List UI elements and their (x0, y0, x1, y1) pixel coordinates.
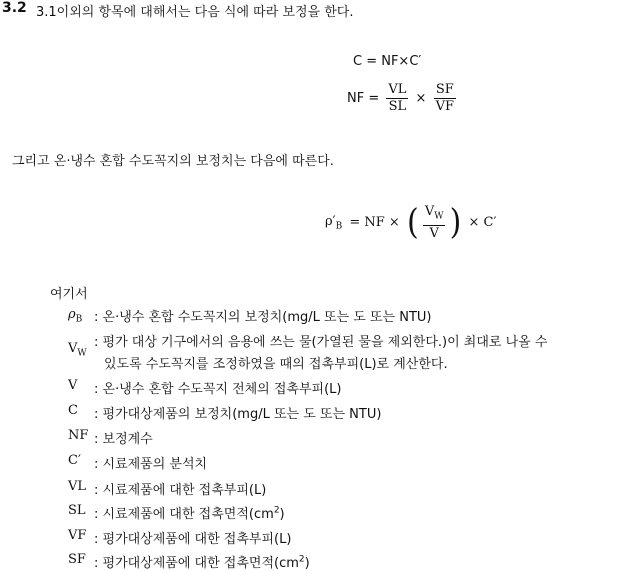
left-paren: ( (406, 202, 419, 243)
fraction-vl-sl (386, 82, 408, 115)
def-vw-text-line2: 있도록 수도꼭지를 조정하였을 때의 접촉부피(L)로 계산한다. (104, 357, 448, 372)
formula-rho-b (325, 204, 499, 242)
def-rho-b-text: : 온·냉수 혼합 수도꼭지의 보정치(mg/L 또는 도 또는 NTU) (94, 310, 432, 325)
fraction-vf: VF (435, 99, 455, 114)
nf-label: NF = (347, 91, 380, 106)
equals-nf: = NF × (349, 215, 400, 231)
def-sf-symbol: SF (68, 552, 86, 567)
formula-c-equals: C = NF×C′ (353, 54, 422, 69)
section-number: 3.2 (2, 0, 27, 16)
right-paren: ) (449, 202, 462, 243)
def-v-symbol: V (68, 378, 78, 393)
def-vw-text-line1: : 평가 대상 기구에서의 음용에 쓰는 물(가열된 물을 제외한다.)이 최대로 나올 수 (94, 335, 548, 350)
def-vw-symbol: $V_W$ (68, 341, 87, 359)
def-c-text: : 평가대상제품의 보정치(mg/L 또는 도 또는 NTU) (94, 407, 382, 422)
def-sl-text: : 시료제품에 대한 접촉면적$(cm^2)$ (94, 505, 285, 522)
def-vf-text: : 평가대상제품에 대한 접촉부피(L) (94, 532, 292, 547)
where-label: 여기서 (50, 287, 88, 302)
def-sf-text: : 평가대상제품에 대한 접촉면적$(cm^2)$ (94, 554, 310, 571)
body-paragraph: 그리고 온·냉수 혼합 수도꼭지의 보정치는 다음에 따른다. (12, 154, 334, 169)
def-nf-symbol: NF (68, 428, 89, 443)
def-c-symbol: C (68, 403, 78, 418)
fraction-sl: SL (388, 99, 407, 114)
def-nf-text: : 보정계수 (94, 432, 153, 447)
def-c-prime-symbol: C′ (68, 453, 81, 468)
rho-b-symbol: $\rho'_B$ (325, 214, 343, 232)
def-sl-symbol: SL (68, 503, 86, 518)
fraction-v: V (429, 225, 439, 241)
section-text: 3.1이외의 항목에 대해서는 다음 식에 따라 보정을 한다. (36, 5, 354, 20)
fraction-sf-vf (434, 82, 456, 115)
formula-nf (344, 82, 456, 118)
def-c-prime-text: : 시료제품의 분석치 (94, 457, 208, 472)
fraction-vw-v (423, 204, 446, 242)
def-v-text: : 온·냉수 혼합 수도꼭지 전체의 접촉부피(L) (94, 382, 342, 397)
def-vl-text: : 시료제품에 대한 접촉부피(L) (94, 483, 267, 498)
fraction-vw: $V_W$ (423, 204, 446, 226)
times-sign: × (415, 91, 427, 106)
def-vl-symbol: VL (68, 479, 87, 494)
fraction-vl: VL (388, 82, 407, 97)
def-vf-symbol: VF (68, 528, 87, 543)
def-rho-b-symbol: $\rho_B$ (68, 307, 83, 325)
times-c-prime: × C′ (468, 215, 497, 231)
fraction-sf: SF (434, 82, 456, 99)
